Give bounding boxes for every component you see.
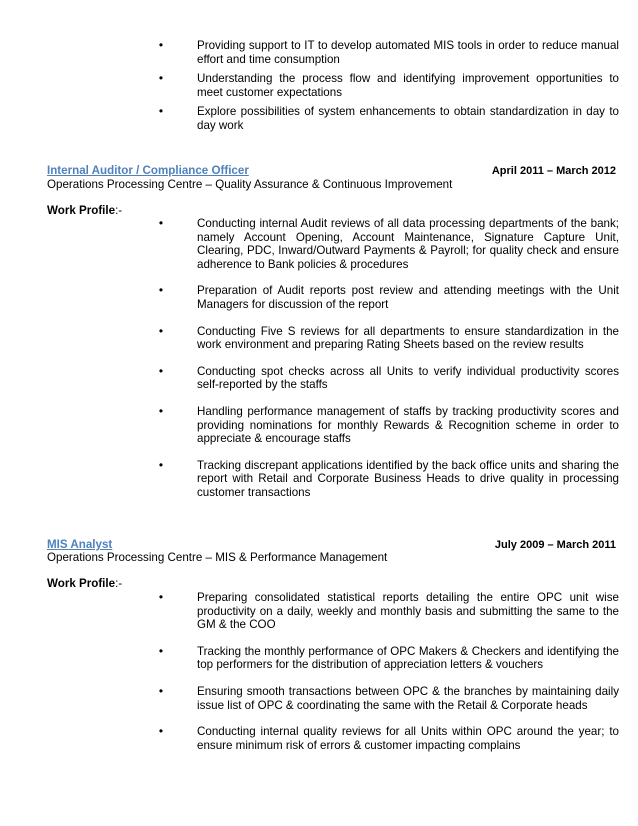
list-item-text: Tracking the monthly performance of OPC Makers & Checkers and identifying the top performers for the distribution of appreciation letters & vouchers (197, 644, 619, 672)
work-profile-label: Work Profile (47, 204, 116, 217)
bullet-icon: • (158, 590, 164, 604)
role-title[interactable]: MIS Analyst (47, 538, 113, 551)
list-item (0, 645, 638, 672)
list-item-text: Ensuring smooth transactions between OPC & the branches by maintaining daily issue list of OPC & coordinating the same with the Retail & Corporate heads (197, 684, 619, 712)
list-item-text: Tracking discrepant applications identified by the back office units and sharing the report with Retail and Corporate Business Heads to drive quality in processing customer transactions (197, 458, 619, 499)
list-item (0, 405, 638, 446)
role-bullet-list (0, 591, 638, 752)
bullet-icon: • (158, 457, 164, 472)
bullet-icon: • (158, 283, 164, 298)
list-item (0, 459, 638, 500)
bullet-icon: • (158, 104, 164, 119)
bullet-icon: • (158, 216, 164, 230)
role-title[interactable]: Internal Auditor / Compliance Officer (47, 164, 249, 177)
bullet-icon: • (158, 38, 164, 52)
list-item-text: Conducting Five S reviews for all departments to ensure standardization in the work environment and preparing Rating Sheets based on the review results (197, 324, 619, 352)
bullet-icon: • (158, 71, 164, 86)
list-item (0, 284, 638, 311)
role-dates: April 2011 – March 2012 (491, 165, 616, 177)
list-item (0, 685, 638, 712)
list-item-text: Handling performance management of staffs by tracking productivity scores and providing nominations for monthly Rewards & Recognition scheme in order to appreciate & encourage staffs (197, 404, 619, 446)
work-profile-label: Work Profile (47, 577, 116, 590)
list-item (0, 365, 638, 392)
list-item (0, 725, 638, 752)
bullet-icon: • (158, 643, 164, 658)
bullet-icon: • (158, 403, 164, 418)
work-profile-heading (47, 204, 122, 218)
bullet-icon: • (158, 363, 164, 378)
bullet-icon: • (158, 683, 164, 698)
list-item-text: Preparing consolidated statistical reports detailing the entire OPC unit wise productivity on a daily, weekly and monthly basis and submitting the same to the GM & the COO (197, 591, 619, 632)
list-item (0, 105, 638, 132)
list-item-text: Explore possibilities of system enhancements to obtain standardization in day to day work (197, 105, 619, 132)
list-item-text: Conducting internal quality reviews for all Units within OPC around the year; to ensure minimum risk of errors & customer impacting complains (197, 725, 619, 752)
role-department: Operations Processing Centre – MIS & Performance Management (47, 551, 388, 564)
work-profile-heading (47, 577, 122, 591)
role-bullet-list (0, 217, 638, 500)
bullet-icon: • (158, 724, 164, 739)
list-item-text: Conducting spot checks across all Units to verify individual productivity scores self-reported by the staffs (197, 364, 619, 392)
bullet-icon: • (158, 323, 164, 338)
list-item-text: Providing support to IT to develop automated MIS tools in order to reduce manual effort and time consumption (197, 39, 619, 66)
role-department: Operations Processing Centre – Quality Assurance & Continuous Improvement (47, 178, 453, 191)
top-bullet-list (0, 39, 638, 133)
list-item (0, 72, 638, 99)
list-item-text: Preparation of Audit reports post review and attending meetings with the Unit Managers for discussion of the report (197, 284, 619, 311)
work-profile-suffix: :- (115, 577, 123, 590)
list-item-text: Understanding the process flow and identifying improvement opportunities to meet customer expectations (197, 72, 619, 99)
work-profile-suffix: :- (115, 204, 123, 217)
list-item (0, 39, 638, 66)
list-item (0, 591, 638, 632)
role-dates: July 2009 – March 2011 (494, 539, 616, 551)
list-item-text: Conducting internal Audit reviews of all data processing departments of the bank; namely Account Opening, Account Maintenance, Signature Capture Unit, Clearing, PDC, Inward/Outward Payments & Payroll; for quality check and ensure adherence to Bank policies & procedures (197, 217, 619, 271)
list-item (0, 325, 638, 352)
list-item (0, 217, 638, 271)
